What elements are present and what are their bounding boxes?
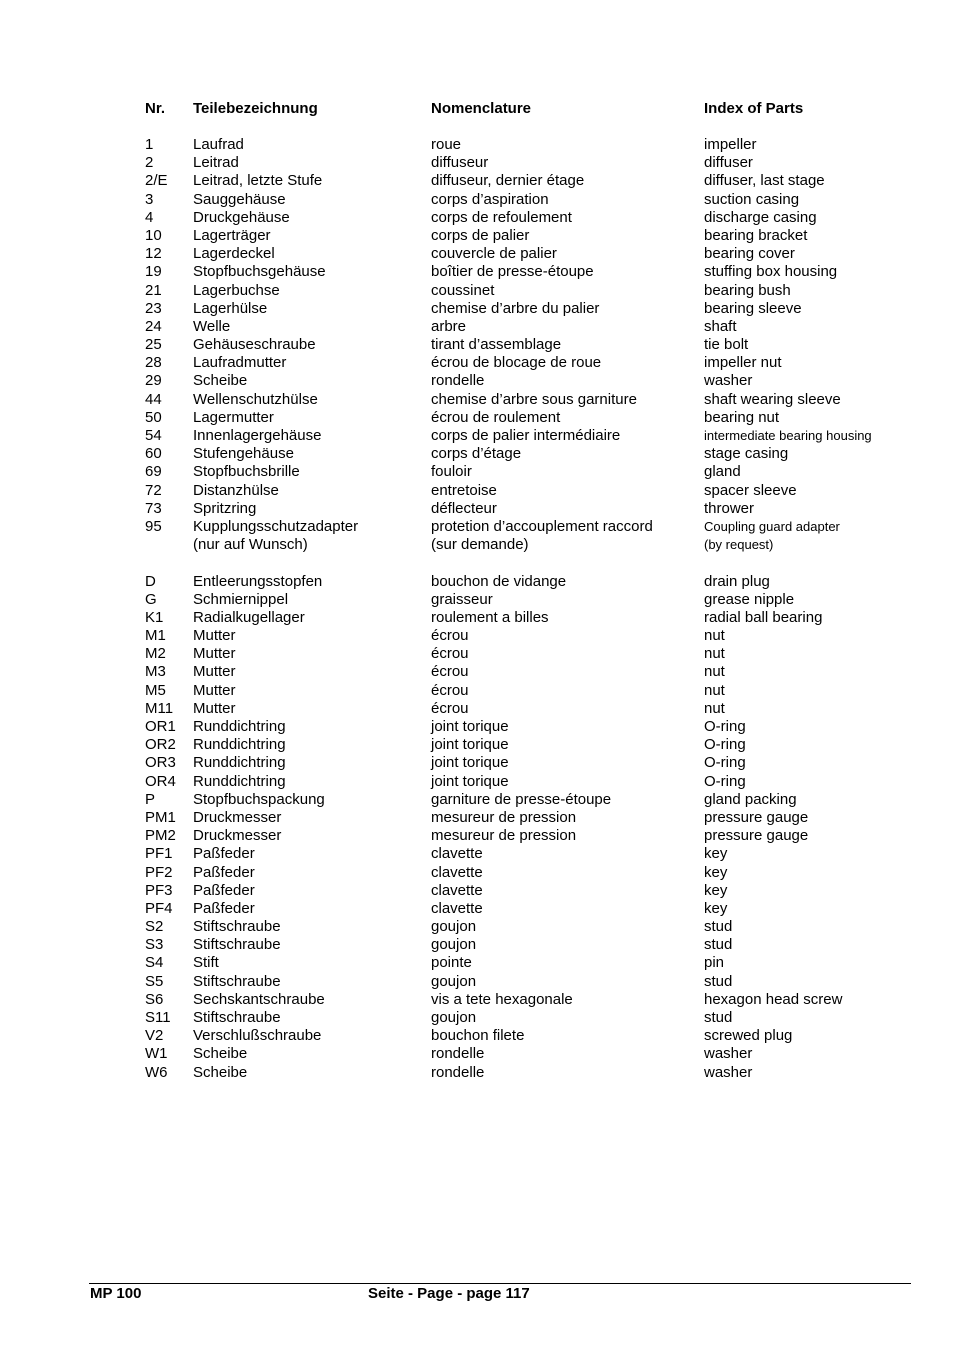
table-row: [0, 936, 954, 954]
part-name-english: stud: [704, 1009, 733, 1027]
part-number: M11: [145, 699, 174, 717]
part-name-german: Stiftschraube: [193, 936, 281, 954]
table-row: [0, 336, 954, 354]
part-name-german: Leitrad, letzte Stufe: [193, 172, 323, 190]
table-row: [0, 973, 954, 991]
part-name-german: Innenlagergehäuse: [193, 427, 322, 444]
part-number: D: [145, 572, 156, 590]
part-name-german: Runddichtring: [193, 772, 286, 790]
header-nr: Nr.: [145, 100, 166, 117]
part-name-german: Runddichtring: [193, 754, 286, 772]
part-name-german: Druckmesser: [193, 827, 282, 845]
part-number: 54: [145, 427, 162, 444]
part-name-english: key: [704, 845, 728, 863]
part-name-french: écrou: [431, 681, 469, 699]
part-name-french: écrou: [431, 645, 469, 663]
header-english: Index of Parts: [704, 100, 804, 117]
part-name-german: Stiftschraube: [193, 1009, 281, 1027]
part-name-english: nut: [704, 645, 725, 663]
part-name-english: gland packing: [704, 790, 797, 808]
table-row: [0, 682, 954, 700]
part-number: 2/E: [145, 172, 168, 190]
table-row: [0, 245, 954, 263]
part-name-french: bouchon de vidange: [431, 572, 567, 590]
part-name-english: stage casing: [704, 445, 789, 463]
part-name-german: Scheibe: [193, 372, 248, 390]
table-header: [0, 100, 954, 120]
part-name-english: nut: [704, 699, 725, 717]
part-name-french: écrou: [431, 663, 469, 681]
part-number: V2: [145, 1027, 164, 1045]
part-name-french: écrou de roulement: [431, 408, 561, 426]
part-name-german: Druckgehäuse: [193, 208, 290, 226]
part-name-english: diffuser: [704, 154, 753, 172]
table-row: [0, 845, 954, 863]
part-name-french: chemise d’arbre sous garniture: [431, 390, 637, 408]
part-name-english: O-ring: [704, 772, 746, 790]
part-name-german: Stufengehäuse: [193, 445, 294, 463]
table-row: [0, 1064, 954, 1082]
part-name-french: vis a tete hexagonale: [431, 990, 573, 1008]
part-name-english: key: [704, 863, 728, 881]
part-number: W6: [145, 1063, 168, 1081]
part-number: W1: [145, 1045, 168, 1063]
table-row: [0, 500, 954, 518]
part-name-french: fouloir: [431, 463, 472, 481]
header-french: Nomenclature: [431, 100, 532, 117]
table-row: [0, 918, 954, 936]
table-row: [0, 627, 954, 645]
part-number: 24: [145, 317, 162, 335]
part-name-german: Lagerträger: [193, 226, 271, 244]
part-name-german: Schmiernippel: [193, 590, 289, 608]
part-number: 60: [145, 445, 162, 463]
part-name-english: stud: [704, 918, 733, 936]
part-name-english: bearing bush: [704, 281, 791, 299]
part-number: M1: [145, 627, 166, 645]
part-name-french: corps d’étage: [431, 445, 522, 463]
part-number: 4: [145, 208, 154, 226]
table-row: [0, 1045, 954, 1063]
part-number: 29: [145, 372, 162, 390]
part-name-english: thrower: [704, 499, 755, 517]
part-name-french: joint torique: [431, 736, 509, 754]
part-name-german: Druckmesser: [193, 808, 282, 826]
part-name-german: Stopfbuchsbrille: [193, 463, 300, 481]
table-row: [0, 900, 954, 918]
part-number: PF2: [145, 863, 173, 881]
part-name-german: Entleerungsstopfen: [193, 572, 323, 590]
table-row: [0, 1027, 954, 1045]
part-name-english: O-ring: [704, 754, 746, 772]
part-name-german: Mutter: [193, 663, 236, 681]
part-name-english: discharge casing: [704, 208, 817, 226]
table-row: [0, 754, 954, 772]
part-name-german: Paßfeder: [193, 881, 255, 899]
part-name-german: Stiftschraube: [193, 972, 281, 990]
table-row: [0, 372, 954, 390]
part-name-english: stuffing box housing: [704, 263, 838, 281]
part-name-english: washer: [704, 372, 753, 390]
part-number: 44: [145, 390, 162, 408]
part-number: PF3: [145, 881, 173, 899]
part-name-french: corps d’aspiration: [431, 190, 549, 208]
part-name-german: Radialkugellager: [193, 608, 305, 626]
part-name-german: Lagerdeckel: [193, 245, 275, 263]
part-number: S4: [145, 954, 164, 972]
part-number: 12: [145, 245, 162, 263]
table-row: [0, 482, 954, 500]
part-number: M2: [145, 645, 166, 663]
table-row: [0, 645, 954, 663]
table-row: [0, 827, 954, 845]
parts-list: [0, 136, 954, 1082]
part-name-french: garniture de presse-étoupe: [431, 790, 612, 808]
part-name-english: washer: [704, 1063, 753, 1081]
part-name-french: clavette: [431, 899, 483, 917]
part-name-french: graisseur: [431, 590, 493, 608]
part-name-english: key: [704, 899, 728, 917]
part-name-german: Laufradmutter: [193, 354, 287, 372]
part-name-french: mesureur de pression: [431, 827, 577, 845]
part-number: 95: [145, 517, 162, 535]
part-name-english: stud: [704, 972, 733, 990]
part-number: M3: [145, 663, 166, 681]
table-row: [0, 991, 954, 1009]
part-name-german: Gehäuseschraube: [193, 336, 316, 354]
part-number: 50: [145, 408, 162, 426]
part-name-english: grease nipple: [704, 590, 795, 608]
part-number: PF4: [145, 899, 173, 917]
part-number: 69: [145, 463, 162, 481]
part-name-german: Sechskantschraube: [193, 990, 325, 1008]
table-row: [0, 954, 954, 972]
part-name-english: nut: [704, 681, 725, 699]
part-name-german: Verschlußschraube: [193, 1027, 322, 1045]
parts-group: [0, 136, 954, 554]
part-name-french: protetion d’accouplement raccord (sur demande): [431, 517, 653, 554]
part-name-french: roue: [431, 136, 462, 153]
part-number: S11: [145, 1009, 171, 1027]
part-number: S5: [145, 972, 164, 990]
part-name-english: radial ball bearing: [704, 608, 823, 626]
part-name-german: Scheibe: [193, 1063, 248, 1081]
table-row: [0, 409, 954, 427]
part-name-german: Runddichtring: [193, 736, 286, 754]
table-row: [0, 1009, 954, 1027]
part-name-english: gland: [704, 463, 741, 481]
part-name-french: diffuseur: [431, 154, 489, 172]
part-name-french: pointe: [431, 954, 472, 972]
part-number: 3: [145, 190, 154, 208]
part-name-english: hexagon head screw: [704, 990, 843, 1008]
part-name-french: écrou: [431, 699, 469, 717]
table-row: [0, 591, 954, 609]
part-number: 21: [145, 281, 162, 299]
part-name-english: intermediate bearing housing: [704, 428, 872, 443]
table-row: [0, 172, 954, 190]
part-name-english: stud: [704, 936, 733, 954]
part-number: OR4: [145, 772, 176, 790]
table-row: [0, 227, 954, 245]
part-name-french: joint torique: [431, 718, 509, 736]
table-row: [0, 809, 954, 827]
part-name-german: Paßfeder: [193, 899, 255, 917]
part-name-french: corps de refoulement: [431, 208, 572, 226]
part-name-english: diffuser, last stage: [704, 172, 825, 190]
part-name-german: Paßfeder: [193, 845, 255, 863]
part-name-french: joint torique: [431, 754, 509, 772]
part-name-german: Mutter: [193, 699, 236, 717]
part-number: M5: [145, 681, 166, 699]
part-name-english: screwed plug: [704, 1027, 793, 1045]
table-row: [0, 318, 954, 336]
table-row: [0, 773, 954, 791]
part-name-german: Wellenschutzhülse: [193, 390, 318, 408]
part-name-french: bouchon filete: [431, 1027, 525, 1045]
part-name-english: spacer sleeve: [704, 481, 797, 499]
part-name-french: clavette: [431, 881, 483, 899]
part-name-english: bearing sleeve: [704, 299, 802, 317]
table-row: [0, 736, 954, 754]
table-row: [0, 282, 954, 300]
part-name-german: Lagermutter: [193, 408, 274, 426]
part-name-english: suction casing: [704, 190, 800, 208]
part-name-english: bearing bracket: [704, 226, 808, 244]
part-name-english: O-ring: [704, 718, 746, 736]
part-name-french: arbre: [431, 317, 467, 335]
part-number: P: [145, 790, 156, 808]
part-number: 19: [145, 263, 162, 281]
table-row: [0, 354, 954, 372]
table-row: [0, 463, 954, 481]
part-number: OR2: [145, 736, 176, 754]
part-name-german: Mutter: [193, 645, 236, 663]
part-name-german: Mutter: [193, 681, 236, 699]
part-name-english: pressure gauge: [704, 808, 809, 826]
part-name-german: Mutter: [193, 627, 236, 645]
part-name-french: rondelle: [431, 1063, 485, 1081]
part-name-english: tie bolt: [704, 336, 749, 354]
table-row: [0, 427, 954, 445]
part-number: OR1: [145, 718, 176, 736]
part-number: S2: [145, 918, 164, 936]
part-number: G: [145, 590, 157, 608]
part-number: 25: [145, 336, 162, 354]
part-name-german: Distanzhülse: [193, 481, 279, 499]
part-name-german: Lagerbuchse: [193, 281, 280, 299]
table-row: [0, 445, 954, 463]
part-number: S3: [145, 936, 164, 954]
part-name-french: tirant d’assemblage: [431, 336, 562, 354]
part-name-french: écrou: [431, 627, 469, 645]
part-number: 2: [145, 154, 154, 172]
part-name-german: Sauggehäuse: [193, 190, 286, 208]
part-number: 28: [145, 354, 162, 372]
part-number: K1: [145, 608, 164, 626]
part-number: S6: [145, 990, 164, 1008]
part-name-english: nut: [704, 663, 725, 681]
part-name-french: écrou de blocage de roue: [431, 354, 602, 372]
part-name-french: mesureur de pression: [431, 808, 577, 826]
table-row: [0, 300, 954, 318]
table-row: [0, 191, 954, 209]
part-name-french: goujon: [431, 972, 477, 990]
part-name-french: clavette: [431, 863, 483, 881]
part-name-german: Spritzring: [193, 499, 257, 517]
part-name-english: O-ring: [704, 736, 746, 754]
table-row: [0, 700, 954, 718]
part-name-german: Scheibe: [193, 1045, 248, 1063]
part-name-german: Runddichtring: [193, 718, 286, 736]
part-number: 73: [145, 499, 162, 517]
part-name-english: impeller nut: [704, 354, 782, 372]
part-name-french: rondelle: [431, 1045, 485, 1063]
part-name-german: Stopfbuchsgehäuse: [193, 263, 326, 281]
table-row: [0, 154, 954, 172]
table-row: [0, 609, 954, 627]
table-row: [0, 209, 954, 227]
part-name-french: joint torique: [431, 772, 509, 790]
part-name-german: Kupplungsschutzadapter (nur auf Wunsch): [193, 517, 359, 554]
part-name-french: boîtier de presse-étoupe: [431, 263, 594, 281]
part-name-french: déflecteur: [431, 499, 497, 517]
table-row: [0, 263, 954, 281]
part-name-german: Paßfeder: [193, 863, 255, 881]
header-german: Teilebezeichnung: [193, 100, 318, 117]
part-name-german: Leitrad: [193, 154, 239, 172]
table-row: [0, 663, 954, 681]
part-name-english: nut: [704, 627, 725, 645]
part-name-english: bearing nut: [704, 408, 780, 426]
parts-group: [0, 573, 954, 1082]
part-number: OR3: [145, 754, 176, 772]
table-row: [0, 573, 954, 591]
footer-divider: [89, 1283, 911, 1284]
document-id: MP 100: [90, 1285, 142, 1302]
part-name-german: Laufrad: [193, 136, 244, 153]
table-row: [0, 791, 954, 809]
part-name-english: washer: [704, 1045, 753, 1063]
part-number: PM2: [145, 827, 176, 845]
part-name-french: coussinet: [431, 281, 495, 299]
page-number: Seite - Page - page 117: [368, 1285, 530, 1302]
part-name-german: Welle: [193, 317, 231, 335]
part-name-german: Stopfbuchspackung: [193, 790, 325, 808]
part-name-english: pressure gauge: [704, 827, 809, 845]
part-name-english: pin: [704, 954, 725, 972]
part-name-french: couvercle de palier: [431, 245, 557, 263]
part-number: PF1: [145, 845, 173, 863]
table-row: [0, 136, 954, 154]
part-name-french: goujon: [431, 918, 477, 936]
part-name-german: Lagerhülse: [193, 299, 268, 317]
part-number: 72: [145, 481, 162, 499]
part-name-english: key: [704, 881, 728, 899]
part-name-english: bearing cover: [704, 245, 795, 263]
table-row: [0, 391, 954, 409]
part-name-french: entretoise: [431, 481, 497, 499]
table-row: [0, 864, 954, 882]
part-name-french: rondelle: [431, 372, 485, 390]
part-name-french: clavette: [431, 845, 483, 863]
part-name-english: shaft: [704, 317, 737, 335]
part-name-english: shaft wearing sleeve: [704, 390, 841, 408]
part-number: PM1: [145, 808, 176, 826]
table-row: [0, 518, 954, 554]
part-name-french: corps de palier: [431, 226, 530, 244]
part-number: 1: [145, 136, 154, 153]
part-name-english: impeller: [704, 136, 757, 153]
part-name-german: Stiftschraube: [193, 918, 281, 936]
part-number: 10: [145, 226, 162, 244]
part-number: 23: [145, 299, 162, 317]
part-name-french: roulement a billes: [431, 608, 549, 626]
part-name-english: Coupling guard adapter (by request): [704, 518, 840, 553]
part-name-french: goujon: [431, 936, 477, 954]
part-name-french: goujon: [431, 1009, 477, 1027]
part-name-french: chemise d’arbre du palier: [431, 299, 600, 317]
part-name-french: diffuseur, dernier étage: [431, 172, 585, 190]
table-row: [0, 882, 954, 900]
part-name-english: drain plug: [704, 572, 770, 590]
part-name-french: corps de palier intermédiaire: [431, 427, 621, 444]
part-name-german: Stift: [193, 954, 219, 972]
table-row: [0, 718, 954, 736]
